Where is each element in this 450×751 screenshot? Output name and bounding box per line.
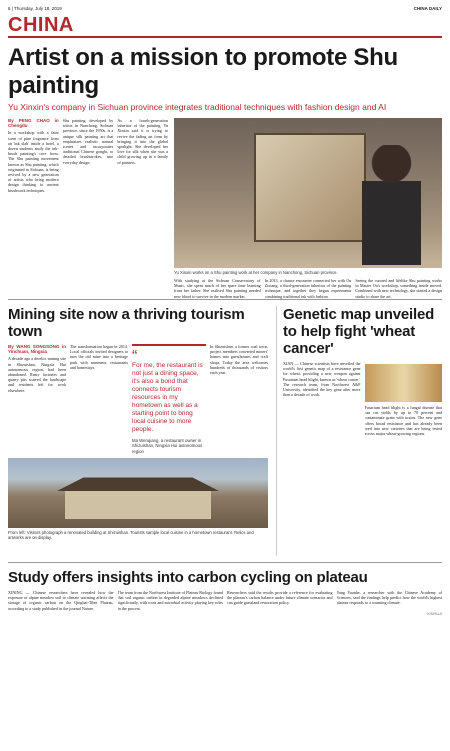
village-column-text: A decade ago a derelict mining site in Shizuishan, Ningxia Hui autonomous region, had been abandoned. Rusty factories and quarry pits scarred the landscape and residents left for work elsewhere. (8, 356, 66, 393)
lead-column (174, 278, 261, 299)
building-wall (65, 491, 211, 519)
lead-headline: Artist on a mission to promote Shu painting (8, 44, 398, 99)
village-column-text: The transformation began in 2014. Local officials invited designers to turn the old mine into a heritage park with museums, restaurants and homestays. (70, 344, 128, 370)
pull-quote (132, 344, 206, 454)
village-headline: Mining site now a thriving tourism town (8, 306, 245, 340)
soil-column-text: Researchers said the results provide a reference for evaluating the plateau's carbon balance under future climate scenarios and can guide grassland restoration policy. (227, 590, 333, 606)
lead-column-text: Seeing the curated and lifelike Shu painting works in Master Ou's workshop, something inside moved. Combined with new technology, she started a design studio to share the art. (355, 278, 443, 299)
page-header (8, 4, 442, 12)
soil-column (8, 590, 114, 611)
lead-story (8, 118, 443, 299)
agency-credit (8, 611, 442, 616)
soil-column-text: XINING — Chinese researchers have revealed how the exposure of alpine meadow soil to climate warming affects the storage of organic carbon on the Qinghai-Tibet Plateau, according to a study published in the journal Nature. (8, 590, 114, 611)
village-column (210, 344, 268, 454)
soil-column (227, 590, 333, 611)
wheat-column (365, 361, 443, 436)
quote-mark-icon: “ (132, 348, 138, 365)
lead-standfirst: Yu Xinxin's company in Sichuan province integrates traditional techniques with fashion design and AI (8, 102, 387, 112)
lead-continued-text (174, 278, 442, 299)
agency-credit-text: XINHUA (426, 610, 442, 616)
lead-column (8, 118, 59, 293)
village-column (8, 344, 66, 454)
wheat-story (276, 306, 442, 556)
pull-quote-attribution: Ma Wenqiang, a restaurant owner in Shizuishan, Ningxia Hui autonomous region (132, 438, 203, 454)
village-photo (8, 458, 268, 528)
lead-column (355, 278, 442, 299)
soil-column-text: The team from the Northwest Institute of Plateau Biology found that soil organic carbon in degraded alpine meadows declined significantly, with roots and microbial activity playing key roles in the process. (117, 590, 223, 611)
village-byline: By WANG SONGSONG in Yinchuan, Ningxia (8, 344, 66, 355)
village-story (8, 306, 268, 556)
artist-figure (362, 145, 421, 265)
lead-column-text: As a fourth-generation inheritor of the painting, Yu Xinxin said it is trying to revive the fading art form by bringing it into the global spotlight. She developed her love for silk when she was a child growing up in a family of painters. (117, 118, 169, 165)
wheat-headline: Genetic map unveiled to help fight 'wheat cancer' (283, 306, 435, 357)
lead-column-text: In a workshop with a faint scent of pine fragrance from an 'ink slab' inside a hotel, a dozen students study the ink-brush painting's core form. The Shu painting movement known as Shu painting, which originated in Sichuan, is being revived by a new generation of artists who bring modern design thinking to ancient brushwork techniques. (8, 130, 59, 193)
wheat-column (283, 361, 361, 436)
lead-column-text: With studying at the Sichuan Conservatory of Music, she spent much of her spare time learning from her father. She realised Shu painting needed new blood to survive in the modern market. (174, 278, 261, 299)
painting-easel (254, 133, 365, 242)
soil-column (118, 590, 224, 611)
lead-photo-block (174, 118, 443, 299)
lead-photo (174, 118, 442, 268)
section-title: CHINA (8, 14, 442, 38)
middle-stories (8, 306, 442, 556)
soil-column-text: Yang Yuanhe, a researcher with the Chinese Academy of Sciences, said the findings help predict how the world's highest plateau responds to a warming climate. (336, 590, 442, 606)
wheat-column-text: Fusarium head blight is a fungal disease that can cut yields by up to 70 percent and contaminate grain with toxins. The new gene offers broad resistance and has already been bred into new varieties that are being tested across major wheat-growing regions. (364, 405, 442, 437)
building-roof (47, 477, 229, 491)
village-column (70, 344, 128, 454)
lead-photo-caption: Yu Xinxin works on a Shu painting work at her company in Nanchong, Sichuan province. (174, 270, 338, 275)
lead-text-columns (8, 118, 168, 293)
lead-column (265, 278, 352, 299)
soil-text (8, 590, 442, 611)
soil-headline: Study offers insights into carbon cycling on plateau (8, 569, 368, 586)
wheat-column-text: XIAN — Chinese scientists have unveiled the world's first genetic map of a resistance gene for wheat, providing a new weapon against Fusarium head blight, known as 'wheat cancer'. The research team, from Northwest A&F University, identified the key gene after more than a decade of work. (283, 361, 361, 398)
page-date: 6 | Thursday, July 18, 2019 (8, 5, 62, 11)
lead-byline: By PENG CHAO in Chengdu (8, 118, 59, 129)
pull-quote-text: For me, the restaurant is not just a dining space, it's also a bond that connects tourism resources in my hometown as well as a starting point to bring local cuisine to more people. (132, 362, 203, 433)
lead-column (63, 118, 114, 293)
lead-column-text: In 2013, a chance encounter connected her with Ou Zixiang, a third-generation inheritor of the painting technique, and together they began experiments combining traditional ink with fashion. (264, 278, 352, 299)
newspaper-page (8, 4, 442, 743)
wheat-photo (365, 364, 443, 402)
village-photo-caption: From left: Visitors photograph a renovated building at Shizuishan. Tourists sample local cuisine in a hometown restaurant. Relics and artworks are on display. (8, 529, 254, 540)
masthead: CHINA DAILY (413, 5, 442, 11)
village-column-text: In Shizuishan, a former coal town, project members converted miners' homes into guesthouses and craft shops. Today the area welcomes hundreds of thousands of visitors each year. (210, 344, 268, 376)
divider (8, 562, 442, 563)
village-text (8, 344, 268, 454)
lead-column-text: Shu painting, developed by artists in Nanchong, Sichuan province, since the 1950s, is a unique silk painting art that emphasizes realistic natural scenes and incorporates traditional Chinese gongbi, or detailed brushstrokes, into everyday design. (62, 118, 114, 165)
soil-column (337, 590, 443, 611)
divider (8, 299, 442, 300)
soil-story (8, 569, 442, 616)
lead-column (117, 118, 168, 293)
wheat-text (283, 361, 442, 436)
